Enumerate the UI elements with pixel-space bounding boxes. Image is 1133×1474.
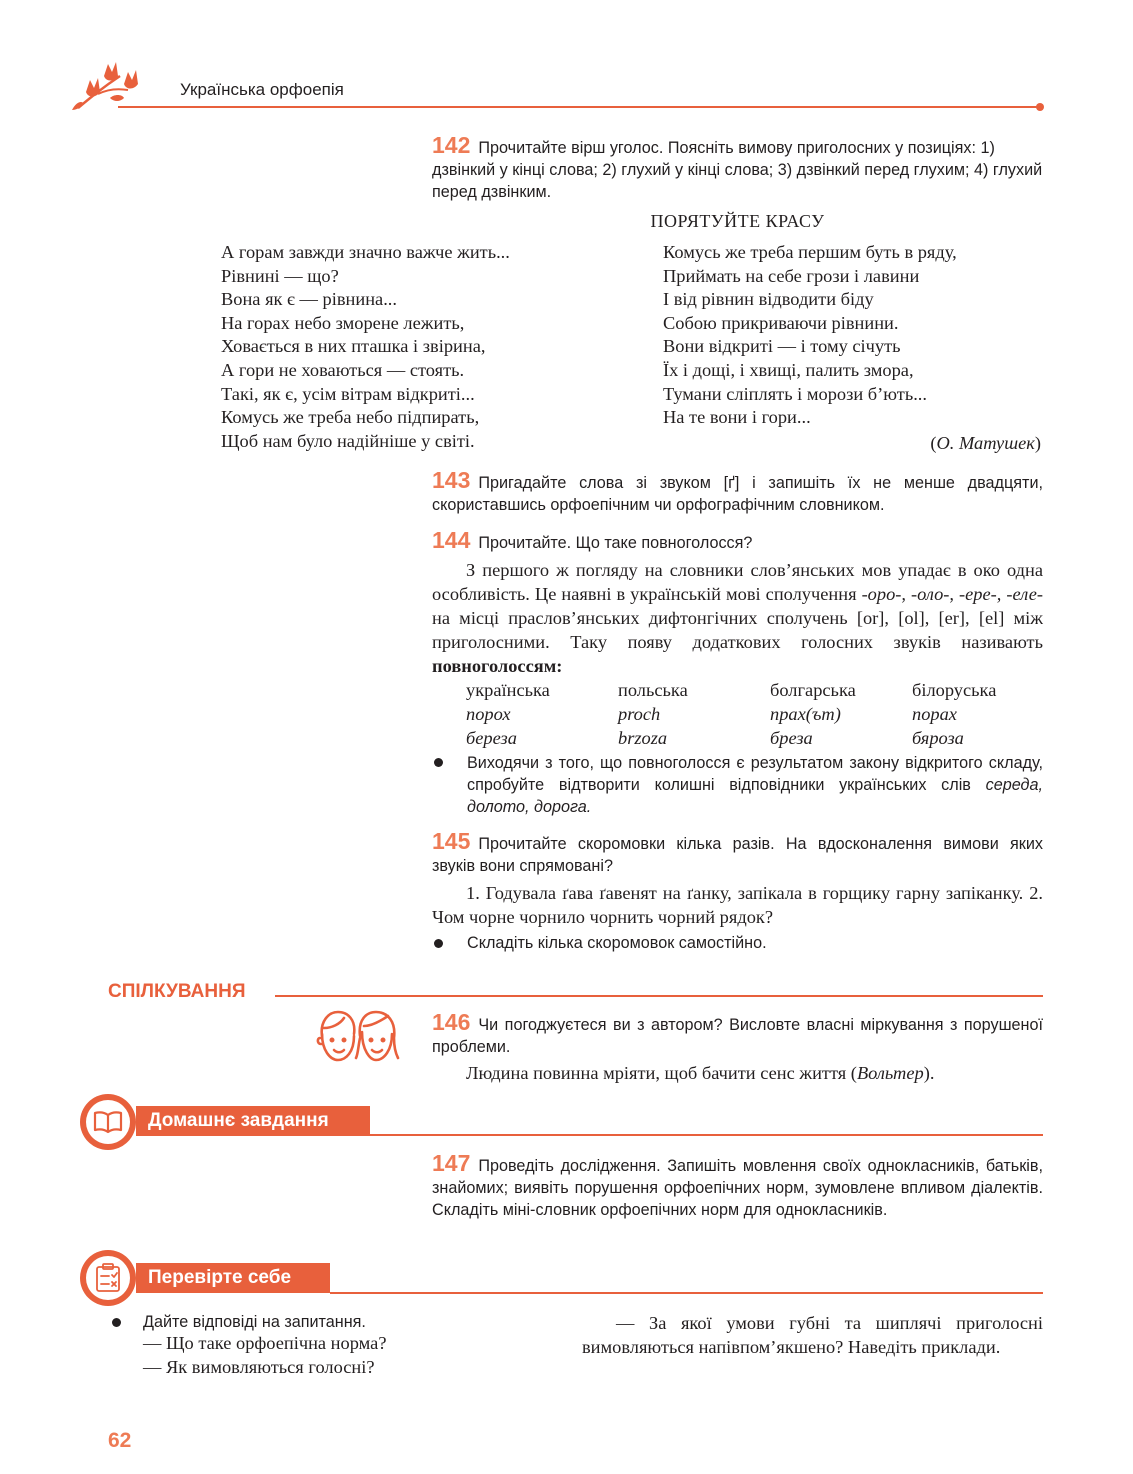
task-number: 146 bbox=[432, 1009, 471, 1035]
bullet-icon bbox=[434, 939, 443, 948]
task-146-quote: Людина повинна мріяти, щоб бачити сенс життя (Вольтер). bbox=[466, 1063, 935, 1083]
header-rule bbox=[118, 106, 1040, 108]
poem-line: Комусь же треба першим буть в ряду, bbox=[663, 242, 957, 262]
table-header: болгарська bbox=[770, 680, 856, 700]
table-header: білоруська bbox=[912, 680, 997, 700]
section-rule bbox=[275, 995, 1043, 997]
selfcheck-rule bbox=[330, 1292, 1043, 1294]
table-header: польська bbox=[618, 680, 688, 700]
quote-author: Вольтер bbox=[856, 1063, 924, 1083]
section-label-communication: СПІЛКУВАННЯ bbox=[108, 981, 246, 1002]
poem-author-name: О. Матушек bbox=[936, 433, 1035, 453]
task-145-prose: 1. Годувала ґава ґавенят на ґанку, запікала в горщику гарну запіканку. 2. Чом чорне чорнило чорнить чорний рядок? bbox=[432, 883, 1043, 927]
task-number: 144 bbox=[432, 527, 471, 553]
poem-line: А гори не ховаються — стоять. bbox=[221, 359, 465, 380]
poem-line: І від рівнин відводити біду bbox=[663, 289, 874, 310]
task-number: 147 bbox=[432, 1150, 471, 1176]
task-143-instructions bbox=[432, 469, 1043, 516]
poem-title: ПОРЯТУЙТЕ КРАСУ bbox=[650, 211, 825, 231]
selfcheck-bullet: Дайте відповіді на запитання. bbox=[143, 1313, 366, 1331]
checklist-icon bbox=[95, 1263, 121, 1293]
forms-italic: -оро-, -оло-, -ере-, -еле- bbox=[861, 584, 1043, 604]
task-text: Проведіть дослідження. Запишіть мовлення своїх однокласників, батьків, знайомих; виявіть порушення орфоепічних норм, зумовлене впливом діалектів. Складіть міні-словник орфоепічних норм для однокласників. bbox=[432, 1157, 1043, 1219]
task-144-bullet: Виходячи з того, що повноголосся є результатом закону відкритого складу, спробуйте відтворити колишні відповідники українських слів середа, долото, дорога. bbox=[467, 754, 1044, 816]
poem-line: А горам завжди значно важче жить... bbox=[221, 242, 510, 262]
homework-badge bbox=[80, 1094, 136, 1150]
task-147-instructions bbox=[432, 1152, 1043, 1221]
task-number: 142 bbox=[432, 132, 471, 158]
poem-line: Такі, як є, усім вітрам відкриті... bbox=[221, 383, 475, 404]
task-number: 145 bbox=[432, 828, 471, 854]
table-cell: порох bbox=[466, 704, 511, 724]
table-cell: proch bbox=[618, 704, 661, 724]
selfcheck-question: — Що таке орфоепічна норма? bbox=[143, 1333, 387, 1353]
poem-line: На горах небо зморене лежить, bbox=[221, 312, 465, 333]
poem-line: Тумани сліплять і морози б’ють... bbox=[663, 383, 928, 404]
poem-line: Комусь же треба небо підпирать, bbox=[221, 407, 480, 428]
book-icon bbox=[93, 1110, 123, 1134]
header-title: Українська орфоепія bbox=[180, 80, 344, 99]
selfcheck-question: — Як вимовляються голосні? bbox=[143, 1357, 375, 1377]
bullet-words-italic: середа, долото, дорога. bbox=[467, 776, 1044, 816]
homework-rule bbox=[370, 1134, 1043, 1136]
poem-line: Вона як є — рівнина... bbox=[221, 289, 398, 310]
header-rule-end-dot bbox=[1036, 103, 1044, 111]
bullet-icon bbox=[112, 1318, 121, 1327]
comparison-table bbox=[466, 678, 1064, 750]
poem-left-column bbox=[221, 241, 510, 453]
task-text: Прочитайте вірш уголос. Поясніть вимову приголосних у позиціях: 1) дзвінкий у кінці слова; 2) глухий у кінці слова; 3) дзвінкий перед глухим; 4) глухий перед дзвінким. bbox=[432, 139, 1043, 201]
task-146-instructions bbox=[432, 1011, 1043, 1058]
poem-line: Рівнині — що? bbox=[221, 265, 339, 286]
table-row bbox=[466, 726, 1064, 750]
table-header: українська bbox=[466, 680, 550, 700]
table-cell: порах bbox=[912, 704, 957, 724]
poem-line: Собою прикриваючи рівнини. bbox=[663, 312, 899, 333]
poem-line: На те вони і гори... bbox=[663, 407, 811, 428]
task-text: Прочитайте. Що таке повноголосся? bbox=[478, 534, 753, 552]
bullet-icon bbox=[434, 758, 443, 767]
task-text: Чи погоджуєтеся ви з автором? Висловте власні міркування з порушеної проблеми. bbox=[432, 1016, 1043, 1056]
selfcheck-badge bbox=[80, 1250, 136, 1306]
selfcheck-banner: Перевірте себе bbox=[136, 1263, 330, 1293]
faces-icon bbox=[314, 1008, 400, 1064]
poem-line: Щоб нам було надійніше у світі. bbox=[221, 430, 475, 451]
table-cell: brzoza bbox=[618, 728, 668, 748]
selfcheck-question-right: — За якої умови губні та шиплячі приголосні вимовляються напівпом’якшено? Наведіть приклади. bbox=[582, 1313, 1043, 1357]
task-145-instructions bbox=[432, 830, 1043, 877]
table-cell: береза bbox=[466, 728, 517, 748]
task-144-instructions bbox=[432, 529, 1043, 554]
poem-line: Їх і дощі, і хвищі, палить змора, bbox=[663, 359, 914, 380]
term-bold: повноголоссям: bbox=[432, 656, 563, 676]
task-number: 143 bbox=[432, 467, 471, 493]
table-header-row bbox=[466, 678, 1064, 702]
poem-line: Ховається в них пташка і звірина, bbox=[221, 336, 486, 357]
poem-line: Вони відкриті — і тому січуть bbox=[663, 336, 901, 357]
poem-right-column bbox=[663, 241, 957, 430]
table-cell: бреза bbox=[770, 728, 813, 748]
task-text: Пригадайте слова зі звуком [ґ] і запишіть їх не менше двадцяти, скориставшись орфоепічним чи орфографічним словником. bbox=[432, 474, 1043, 514]
homework-banner: Домашнє завдання bbox=[136, 1106, 370, 1136]
task-144-prose: З першого ж погляду на словники слов’янських мов упадає в око одна особливість. Це наявні в українській мові сполучення -оро-, -оло-, -ере-, -еле- на місці праслов’янських дифтонгічних сполучень [or], [ol], [er], [el] між приголосними. Таку появу додаткових голосних звуків називають повноголоссям: bbox=[432, 560, 1043, 676]
table-row bbox=[466, 702, 1064, 726]
poem-line: Приймать на себе грози і лавини bbox=[663, 265, 920, 286]
page-number: 62 bbox=[108, 1429, 132, 1452]
table-cell: прах(ът) bbox=[770, 704, 841, 724]
poem-author: (О. Матушек) bbox=[930, 433, 1041, 453]
task-145-bullet: Складіть кілька скоромовок самостійно. bbox=[467, 934, 767, 952]
task-142-instructions bbox=[432, 134, 1043, 203]
table-cell: бяроза bbox=[912, 728, 964, 748]
task-text: Прочитайте скоромовки кілька разів. На вдосконалення вимови яких звуків вони спрямовані? bbox=[432, 835, 1043, 875]
